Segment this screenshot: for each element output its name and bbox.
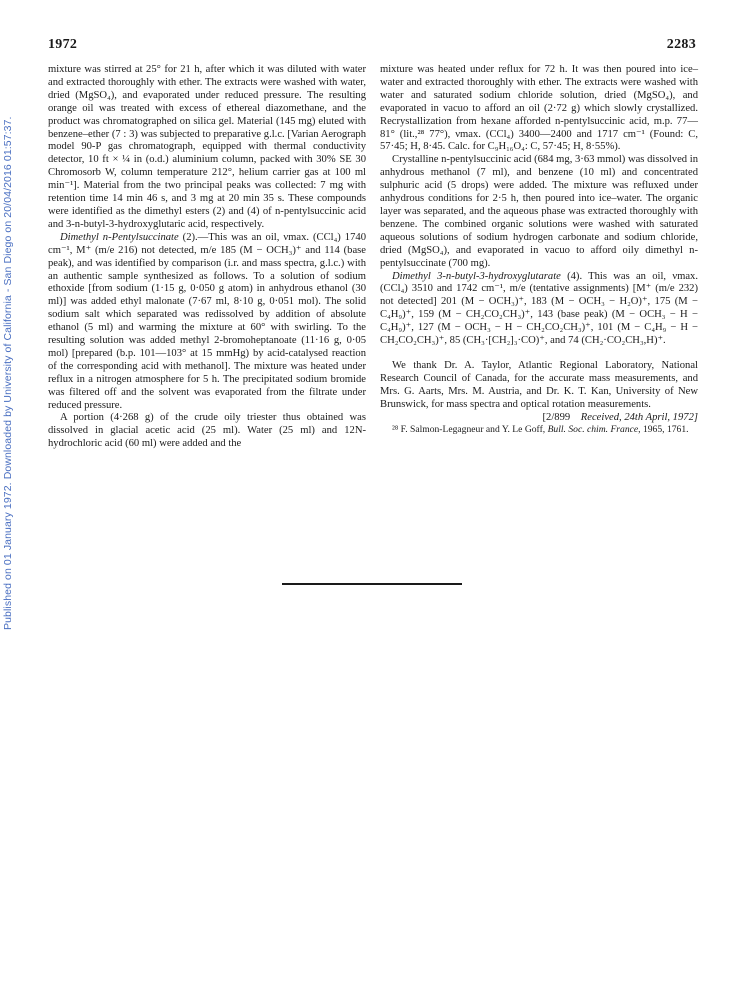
right-paragraph-1: mixture was heated under reflux for 72 h. It was then poured into ice–water and extracted thoroughly with ether. The extracts were washed with water and saturated sodium chloride solution, dried (MgSO₄), and evaporated in vacuo to afford an oil (2·72 g) which slowly crystallized. Recrystallization from hexane afforded n-pentylsuccinic acid, m.p. 77—81° (lit.,²⁸ 77°), νmax. (CCl₄) 3400—2400 and 1717 cm⁻¹ (Found: C, 57·45; H, 8·45. Calc. for C₉H₁₆O₄: C, 57·45; H, 8·55%). — [380, 64, 698, 153]
download-watermark — [2, 116, 16, 630]
footnote-mark: ²⁸ — [392, 424, 399, 436]
header-year: 1972 — [48, 37, 78, 52]
received-line — [380, 412, 698, 425]
footnote-journal: Bull. Soc. chim. France — [547, 424, 639, 436]
received-date: Received, 24th April, 1972] — [580, 411, 698, 423]
compound-title-dimethyl-butylhydroxyglutarate: Dimethyl 3-n-butyl-3-hydroxyglutarate — [392, 270, 561, 282]
footnote-authors: F. Salmon-Legagneur and Y. Le Goff, — [398, 424, 548, 436]
acknowledgement: We thank Dr. A. Taylor, Atlantic Regional Laboratory, National Research Council of Canada, for the accurate mass measurements, and Mrs. G. Aarts, Mrs. M. Austria, and Dr. K. T. Kan, University of New Brunswick, for mass spectra and optical rotation measurements. — [380, 359, 698, 410]
left-column — [48, 64, 366, 451]
page-number: 2283 — [666, 37, 696, 52]
download-watermark-text: Published on 01 January 1972. Downloaded by University of California - San Diego on 20/04/2016 01:57:37. — [2, 116, 14, 630]
right-paragraph-2: Crystalline n-pentylsuccinic acid (684 mg, 3·63 mmol) was dissolved in anhydrous methanol (7 ml), and benzene (10 ml) and concentrated sulphuric acid (5 drops) were added. The mixture was refluxed under anhydrous conditions for 2·5 h, then poured into ice–water. The organic layer was separated, and the aqueous phase was extracted thoroughly with benzene. The combined organic solutions were washed with saturated aqueous solutions of sodium hydrogen carbonate and sodium chloride, dried (MgSO₄), and evaporated in vacuo to afford oily dimethyl n-pentylsuccinate (700 mg). — [380, 154, 698, 269]
footnote-ref: , 1965, 1761. — [638, 424, 689, 436]
manuscript-ref: [2/899 — [542, 411, 571, 423]
right-paragraph-3 — [380, 271, 698, 348]
end-of-article-rule — [282, 583, 462, 585]
left-paragraph-2-body: (2).—This was an oil, νmax. (CCl₄) 1740 cm⁻¹, M⁺ (m/e 216) not detected, m/e 185 (M − OCH₃)⁺ and 114 (base peak), and was identified by comparison (i.r. and mass spectra, g.l.c.) with an authentic sample synthesized as follows. To a solution of sodium ethoxide [from sodium (1·15 g, 0·050 g atom) in anhydrous ethanol (30 ml)] was added ethyl malonate (7·67 ml, 8·10 g, 0·051 mol). The solid sodium salt which separated was redissolved by addition of absolute ethanol (5 ml) and warming the mixture at 60° with swirling. To the resulting solution was added methyl 2-bromoheptanoate (11·16 g, 0·05 mol) [prepared (b.p. 101—103° at 15 mmHg) by acid-catalysed reaction of the corresponding acid with methanol]. The mixture was heated under reflux in a nitrogen atmosphere for 5 h. The precipitated sodium bromide was filtered off and the solvent was evaporated from the filtrate under reduced pressure. — [48, 231, 366, 411]
left-paragraph-2 — [48, 232, 366, 413]
footnote-28 — [380, 424, 698, 436]
left-paragraph-1: mixture was stirred at 25° for 21 h, after which it was diluted with water and extracted thoroughly with ether. The extracts were washed with water, dried (MgSO₄), and evaporated under reduced pressure. The resulting orange oil was treated with excess of ethereal diazomethane, and the product was chromatographed on silica gel. Material (145 mg) eluted with benzene–ether (7 : 3) was subjected to preparative g.l.c. [Varian Aerograph model 90-P gas chromatograph, equipped with thermal conductivity detector, 10 ft × ¼ in (o.d.) aluminium column, packed with 30% SE 30 Chromosorb W, column temperature 212°, helium carrier gas at 100 ml min⁻¹]. Material from the two principal peaks was collected: 7 mg with retention time 14 min 46 s, and 3 mg at 20 min 35 s. These compounds were identified as the dimethyl esters (2) and (4) of n-pentylsuccinic acid and 3-n-butyl-3-hydroxyglutaric acid, respectively. — [48, 64, 366, 230]
left-paragraph-3: A portion (4·268 g) of the crude oily triester thus obtained was dissolved in glacial acetic acid (25 ml). Water (25 ml) and 12N-hydrochloric acid (60 ml) were added and the — [48, 412, 366, 450]
right-paragraph-3-body: (4). This was an oil, νmax. (CCl₄) 3510 and 1742 cm⁻¹, m/e (tentative assignments) [M⁺ (m/e 232) not detected] 201 (M − OCH₃)⁺, 183 (M − OCH₃ − H₂O)⁺, 175 (M − C₄H₉)⁺, 159 (M − CH₂CO₂CH₃)⁺, 143 (base peak) (M − OCH₃ − H − C₄H₉)⁺, 127 (M − OCH₃ − H − CH₂CO₂CH₃)⁺, 101 (M − C₄H₉ − H − CH₂CO₂CH₃)⁺, 85 (CH₃·[CH₂]₃·CO)⁺, and 74 (CH₂·CO₂CH₃,H)⁺. — [380, 270, 698, 347]
right-column — [380, 64, 698, 436]
compound-title-dimethyl-pentylsuccinate: Dimethyl n-Pentylsuccinate — [60, 231, 179, 243]
